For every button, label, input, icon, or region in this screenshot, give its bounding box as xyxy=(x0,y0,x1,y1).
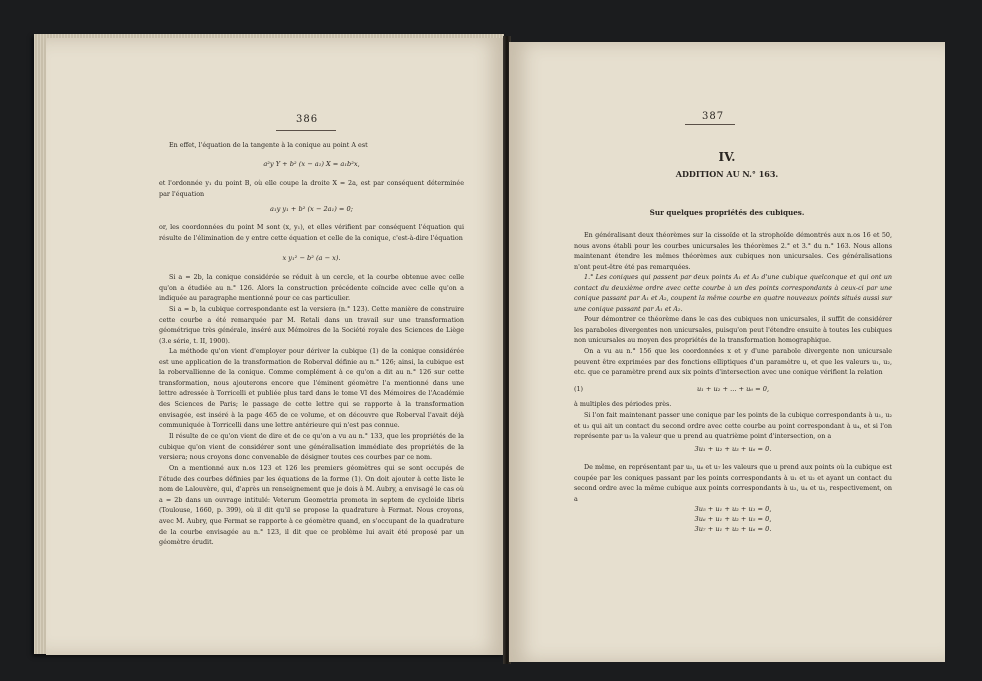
right-paragraph: Pour démontrer ce théorème dans le cas des cubiques non unicursales, il suffit de considérer les paraboles divergentes non unicursales, puisqu'on peut l'étendre ensuite à toutes les cubiques non unicursales au moyen des propriétés de la transformation homographique. xyxy=(574,315,892,345)
left-paragraph: En effet, l'équation de la tangente à la conique au point A est xyxy=(169,141,368,149)
left-paragraph: Si a = 2b, la conique considérée se réduit à un cercle, et la courbe obtenue avec celle qu'on a étudiée au n.° 126. Alors la construction précédente coïncide avec celle qu'on a indiquée au paragraphe mentionné pour ce cas particulier. xyxy=(159,273,464,303)
right-paragraph: à multiples des périodes près. xyxy=(574,400,672,408)
right-formula: 3u₇ + u₁ + u₂ + u₆ = 0. xyxy=(694,525,772,533)
page-number-left: 386 xyxy=(296,114,319,125)
left-paragraph: or, les coordonnées du point M sont (x, y₁), et elles vérifient par conséquent l'équation qui résulte de l'élimination de y entre cette équation et celle de la conique, c'est-à-dire l'équation xyxy=(159,223,464,242)
section-subtitle: Sur quelques propriétés des cubiques. xyxy=(649,208,805,217)
section-numeral: IV. xyxy=(718,150,736,164)
left-paragraph: et l'ordonnée y₁ du point B, où elle coupe la droite X = 2a, est par conséquent déterminée par l'équation xyxy=(159,179,464,198)
left-paragraph: On a mentionné aux n.os 123 et 126 les premiers géomètres qui se sont occupés de l'étude des courbes définies par les équations de la forme (1). On doit ajouter à cette liste le nom de Lalouvère, qui, d'après un renseignement que je dois à M. Aubry, a envisagé le cas où a = 2b dans un ouvrage intitulé: Veterum Geometria promota in septem de cycloide libris (Toulouse, 1660, p. 399), où il dit qu'il se propose la quadrature à Fermat. Nous croyons, avec M. Aubry, que Fermat se rapporte à ce géomètre quand, en s'occupant de la quadrature de la courbe envisagée au n.° 123, il dit que ce problème lui avait été proposé par un géomètre érudit. xyxy=(159,464,464,547)
right-paragraph: En généralisant deux théorèmes sur la cissoïde et la strophoïde démontrés aux n.os 16 et 50, nous avons établi pour les courbes unicursales les théorèmes 2.° et 3.° du n.° 163. Nous allons maintenant étendre les mêmes théorèmes aux cubiques non unicursales. Ces généralisations n'ont peut-être été pas remarquées. xyxy=(574,231,892,271)
right-paragraph: On a vu au n.° 156 que les coordonnées x et y d'une parabole divergente non unicursale peuvent être exprimées par des fonctions elliptiques d'un paramètre u, et que les valeurs u₁, u₂, etc. que ce paramètre prend aux six points d'intersection avec une conique vérifient la relation xyxy=(574,347,892,377)
right-formula: u₁ + u₂ + ... + u₆ = 0, xyxy=(696,385,770,393)
right-formula: 3u₆ + u₁ + u₂ + u₅ = 0, xyxy=(694,515,772,523)
left-formula: a₁y y₁ + b² (x − 2a₁) = 0; xyxy=(270,205,353,213)
page-number-right: 387 xyxy=(702,111,725,122)
section-title: ADDITION AU N.° 163. xyxy=(675,169,779,179)
equation-number: (1) xyxy=(574,385,584,393)
right-paragraph: De même, en représentant par u₅, u₆ et u₇ les valeurs que u prend aux points où la cubique est coupée par les coniques passant par les points correspondants à u₁ et u₂ et ayant un contact du second ordre avec la même cubique aux points correspondants à u₃, u₄ et u₅, respectivement, on a xyxy=(574,463,892,503)
right-page xyxy=(509,42,945,662)
right-formula: 3u₁ + u₂ + u₃ + u₆ = 0. xyxy=(694,445,772,453)
right-paragraph: Si l'on fait maintenant passer une conique par les points de la cubique correspondants à u₁, u₂ et u₃ qui ait un contact du second ordre avec cette courbe au point correspondant à u₄, et si l'on représente par u₅ la valeur que u prend au quatrième point d'intersection, on a xyxy=(574,411,892,441)
right-formula: 3u₅ + u₁ + u₂ + u₃ = 0, xyxy=(694,505,772,513)
left-paragraph: Il résulte de ce qu'on vient de dire et de ce qu'on a vu au n.° 133, que les propriétés de la cubique qu'on vient de considérer sont une généralisation immédiate des propriétés de la versiera; nous croyons donc convenable de désigner toutes ces courbes par ce nom. xyxy=(159,432,464,462)
left-formula: a²y Y + b² (x − a₁) X = a₁b²x, xyxy=(263,160,360,168)
left-formula: x y₁² − b² (a − x). xyxy=(282,254,341,262)
page-number-rule-left xyxy=(276,130,336,131)
left-paragraph: La méthode qu'on vient d'employer pour dériver la cubique (1) de la conique considérée est une application de la transformation de Roberval définie au n.° 126; ainsi, la cubique est la robervallienne de la conique. Comme complément à ce qu'on a dit au n.° 126 sur cette transformation, nous ajouterons encore que l'éminent géomètre l'a mentionné dans une lettre adressée à Torricelli et publiée plus tard dans le tome VI des Mémoires de l'Académie des Sciences de Paris; le passage de cette lettre qui se rapporte à la transformation envisagée, est inséré à la page 465 de ce volume, et on découvre que Roberval l'avait déjà communiquée à Torricelli dans une lettre antérieure qui n'est pas connue. xyxy=(159,347,464,430)
page-number-rule-right xyxy=(685,124,735,125)
right-paragraph: 1.° Les coniques qui passent par deux points A₁ et A₂ d'une cubique quelconque et qui ont un contact du deuxième ordre avec cette courbe à un des points correspondants à ceux-ci par une conique passant par A₁ et A₂, coupent la même courbe en quatre nouveaux points situés aussi sur une conique passant par A₁ et A₂. xyxy=(574,273,892,313)
left-paragraph: Si a = b, la cubique correspondante est la versiera (n.° 123). Cette manière de construire cette courbe a été remarquée par M. Retali dans un travail sur une transformation géométrique très générale, inséré aux Mémoires de la Société royale des Sciences de Liège (3.e série, t. II, 1900). xyxy=(159,305,464,345)
left-page xyxy=(46,38,506,655)
